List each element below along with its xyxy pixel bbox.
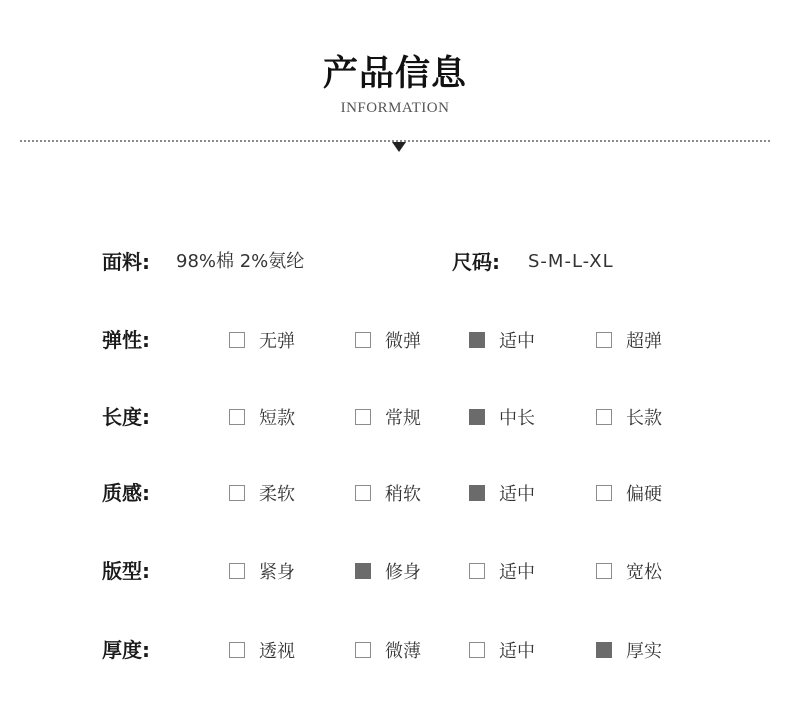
- option-label: 适中: [499, 641, 535, 662]
- section-title: 产品信息: [322, 54, 467, 94]
- option-label: 常规: [385, 408, 421, 429]
- attribute-label: 长度:: [102, 405, 150, 429]
- option-label: 紧身: [259, 562, 295, 583]
- size-value: S-M-L-XL: [528, 251, 614, 272]
- option-label: 透视: [259, 641, 295, 662]
- option-label: 超弹: [626, 331, 662, 352]
- size-label: 尺码:: [452, 250, 500, 274]
- unchecked-box-icon: [355, 642, 371, 658]
- option-label: 偏硬: [626, 484, 662, 505]
- option-label: 适中: [499, 484, 535, 505]
- option-label: 长款: [626, 408, 662, 429]
- option-label: 厚实: [626, 641, 662, 662]
- checked-box-icon: [355, 563, 371, 579]
- section-subtitle: INFORMATION: [340, 100, 450, 116]
- attribute-label: 厚度:: [102, 638, 150, 662]
- unchecked-box-icon: [355, 332, 371, 348]
- triangle-down-icon: [392, 142, 406, 152]
- unchecked-box-icon: [596, 332, 612, 348]
- option-label: 适中: [499, 331, 535, 352]
- option-label: 微弹: [385, 331, 421, 352]
- option-label: 短款: [259, 408, 295, 429]
- unchecked-box-icon: [229, 485, 245, 501]
- fabric-value: 98%棉 2%氨纶: [176, 251, 305, 272]
- checked-box-icon: [469, 409, 485, 425]
- unchecked-box-icon: [469, 563, 485, 579]
- unchecked-box-icon: [469, 642, 485, 658]
- option-label: 柔软: [259, 484, 295, 505]
- option-label: 宽松: [626, 562, 662, 583]
- attribute-label: 版型:: [102, 559, 150, 583]
- unchecked-box-icon: [596, 409, 612, 425]
- option-label: 稍软: [385, 484, 421, 505]
- unchecked-box-icon: [355, 409, 371, 425]
- option-label: 适中: [499, 562, 535, 583]
- unchecked-box-icon: [596, 563, 612, 579]
- unchecked-box-icon: [355, 485, 371, 501]
- fabric-label: 面料:: [102, 250, 150, 274]
- unchecked-box-icon: [596, 485, 612, 501]
- unchecked-box-icon: [229, 332, 245, 348]
- checked-box-icon: [469, 485, 485, 501]
- option-label: 中长: [499, 408, 535, 429]
- attribute-label: 质感:: [102, 481, 150, 505]
- unchecked-box-icon: [229, 409, 245, 425]
- option-label: 无弹: [259, 331, 295, 352]
- attribute-label: 弹性:: [102, 328, 150, 352]
- unchecked-box-icon: [229, 563, 245, 579]
- unchecked-box-icon: [229, 642, 245, 658]
- checked-box-icon: [469, 332, 485, 348]
- checked-box-icon: [596, 642, 612, 658]
- option-label: 修身: [385, 562, 421, 583]
- option-label: 微薄: [385, 641, 421, 662]
